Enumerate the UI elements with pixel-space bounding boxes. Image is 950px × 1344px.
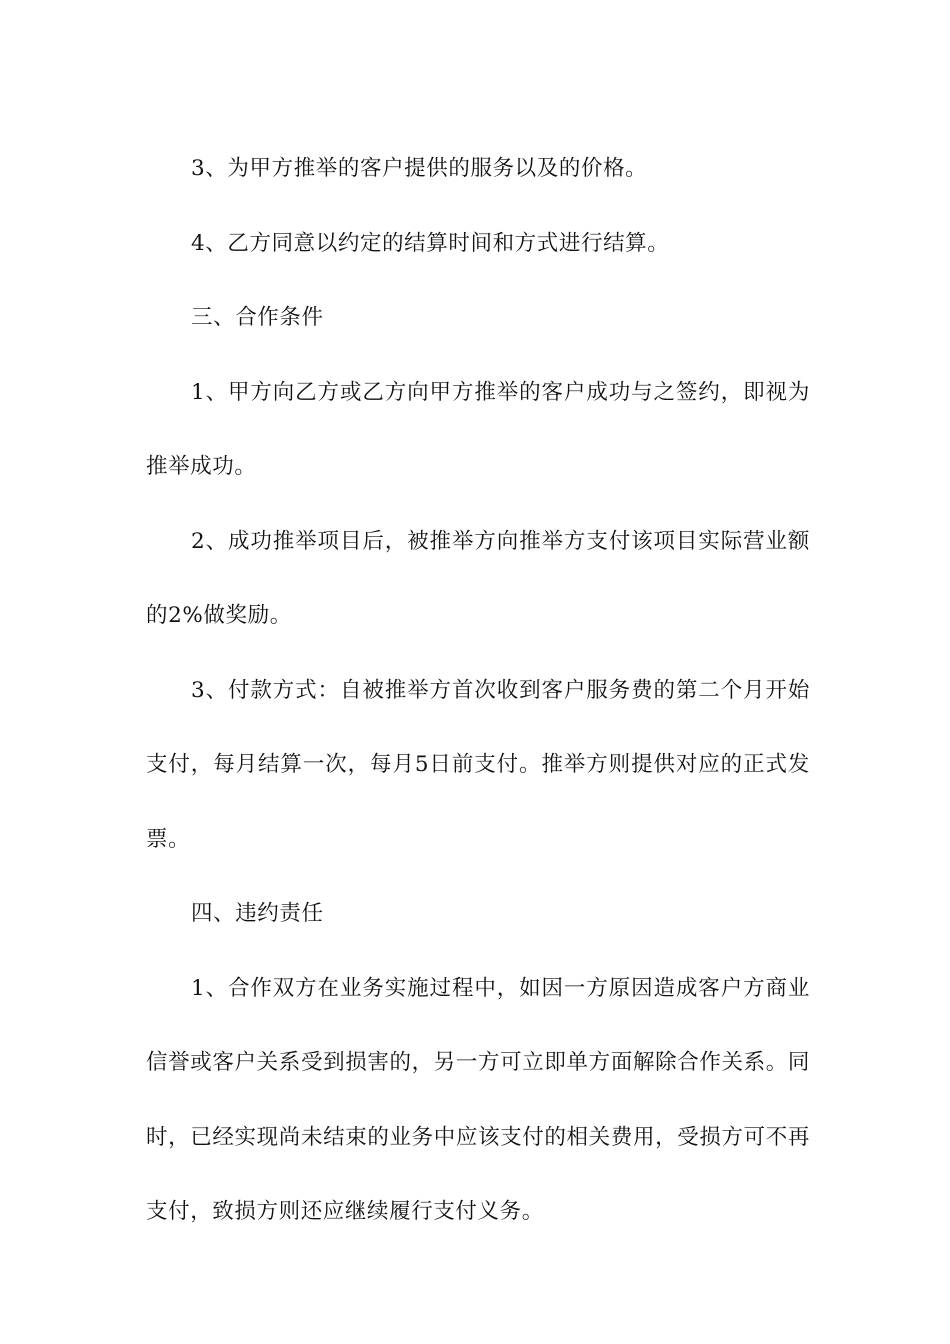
clause-3-service-price: 3、为甲方推举的客户提供的服务以及的价格。 <box>191 156 648 181</box>
section-heading-breach-liability: 四、违约责任 <box>191 901 324 926</box>
document-body <box>146 132 810 1250</box>
condition-2-reward: 2、成功推举项目后，被推举方向推举方支付该项目实际营业额的2%做奖励。 <box>146 528 810 628</box>
condition-1-success-definition: 1、甲方向乙方或乙方向甲方推举的客户成功与之签约，即视为推举成功。 <box>146 379 810 479</box>
clause-4-settlement: 4、乙方同意以约定的结算时间和方式进行结算。 <box>191 230 670 256</box>
liability-1-termination: 1、合作双方在业务实施过程中，如因一方原因造成客户方商业信誉或客户关系受到损害的，另一方可立即单方面解除合作关系。同时，已经实现尚未结束的业务中应该支付的相关费用，受损方可不再支付，致损方则还应继续履行支付义务。 <box>146 975 810 1224</box>
section-heading-cooperation-conditions: 三、合作条件 <box>191 305 324 330</box>
condition-3-payment-method: 3、付款方式：自被推举方首次收到客户服务费的第二个月开始支付，每月结算一次，每月5日前支付。推举方则提供对应的正式发票。 <box>146 677 810 852</box>
